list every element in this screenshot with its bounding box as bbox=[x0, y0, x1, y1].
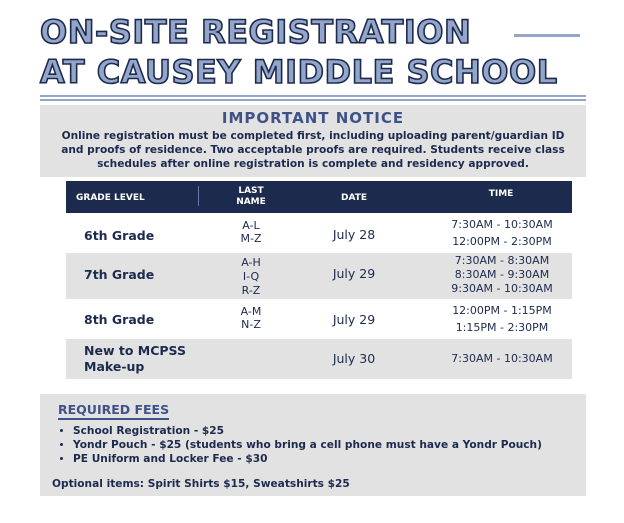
time-slot: 12:00PM - 2:30PM bbox=[452, 235, 552, 248]
fee-item: • PE Uniform and Locker Fee - $30 bbox=[73, 452, 542, 466]
header-time: TIME bbox=[488, 189, 514, 199]
divider-rule-bottom bbox=[40, 99, 586, 101]
table-row-8th-grade bbox=[66, 299, 572, 339]
row-times bbox=[432, 216, 572, 250]
row-times bbox=[432, 254, 572, 296]
row-date: July 29 bbox=[332, 266, 376, 281]
time-slot: 7:30AM - 10:30AM bbox=[451, 218, 553, 231]
last-name-range: M-Z bbox=[240, 232, 262, 245]
time-slot: 12:00PM - 1:15PM bbox=[452, 304, 552, 317]
last-name-range: A-L bbox=[242, 219, 260, 232]
notice-text bbox=[50, 129, 576, 171]
row-date: July 30 bbox=[332, 351, 376, 366]
row-times bbox=[432, 302, 572, 336]
row-grade bbox=[84, 343, 186, 375]
grade-line: New to MCPSS bbox=[84, 343, 186, 358]
title-decorative-rule bbox=[514, 34, 580, 37]
row-last-names bbox=[216, 305, 286, 331]
notice-line: Online registration must be completed first, including uploading parent/guardian ID bbox=[61, 130, 565, 142]
fees-title: REQUIRED FEES bbox=[58, 402, 169, 420]
title-line-1: ON-SITE REGISTRATION bbox=[40, 13, 472, 51]
table-row-6th-grade bbox=[66, 213, 572, 253]
important-notice-panel bbox=[40, 105, 586, 177]
header-last-name bbox=[216, 186, 286, 208]
grade-line: Make-up bbox=[84, 359, 145, 374]
notice-line: schedules after online registration is complete and residency approved. bbox=[97, 158, 529, 170]
row-last-names bbox=[216, 219, 286, 245]
row-times bbox=[432, 351, 572, 366]
time-slot: 7:30AM - 8:30AM bbox=[454, 254, 550, 267]
row-date: July 29 bbox=[332, 312, 376, 327]
divider-rule-top bbox=[40, 95, 586, 97]
last-name-range: N-Z bbox=[241, 318, 261, 331]
fee-item: • School Registration - $25 bbox=[73, 424, 542, 438]
required-fees-panel bbox=[40, 394, 586, 496]
notice-title: IMPORTANT NOTICE bbox=[221, 109, 405, 127]
header-last-line1: LAST bbox=[238, 186, 264, 196]
fee-item: • Yondr Pouch - $25 (students who bring a cell phone must have a Yondr Pouch) bbox=[73, 438, 542, 452]
last-name-range: A-H bbox=[241, 256, 261, 269]
row-grade: 7th Grade bbox=[84, 267, 155, 282]
header-grade-level: GRADE LEVEL bbox=[76, 193, 145, 203]
time-slot: 7:30AM - 10:30AM bbox=[451, 352, 553, 365]
optional-items: Optional items: Spirit Shirts $15, Sweatshirts $25 bbox=[52, 478, 350, 490]
table-row-7th-grade bbox=[66, 253, 572, 299]
last-name-range: I-Q bbox=[242, 270, 260, 283]
title-line-2: AT CAUSEY MIDDLE SCHOOL bbox=[40, 53, 558, 91]
header-last-line2: NAME bbox=[236, 197, 266, 207]
header-separator bbox=[198, 186, 199, 206]
fees-list bbox=[40, 424, 542, 466]
table-row-new-makeup bbox=[66, 339, 572, 379]
last-name-range: A-M bbox=[240, 305, 262, 318]
row-grade: 6th Grade bbox=[84, 228, 155, 243]
header-date: DATE bbox=[340, 193, 368, 203]
schedule-table-header bbox=[66, 181, 572, 213]
notice-line: and proofs of residence. Two acceptable proofs are required. Students receive class bbox=[61, 144, 565, 156]
time-slot: 8:30AM - 9:30AM bbox=[454, 268, 550, 281]
time-slot: 9:30AM - 10:30AM bbox=[451, 282, 553, 295]
last-name-range: R-Z bbox=[241, 284, 261, 297]
time-slot: 1:15PM - 2:30PM bbox=[455, 321, 549, 334]
row-date: July 28 bbox=[332, 227, 376, 242]
row-grade: 8th Grade bbox=[84, 312, 155, 327]
row-last-names bbox=[216, 256, 286, 298]
